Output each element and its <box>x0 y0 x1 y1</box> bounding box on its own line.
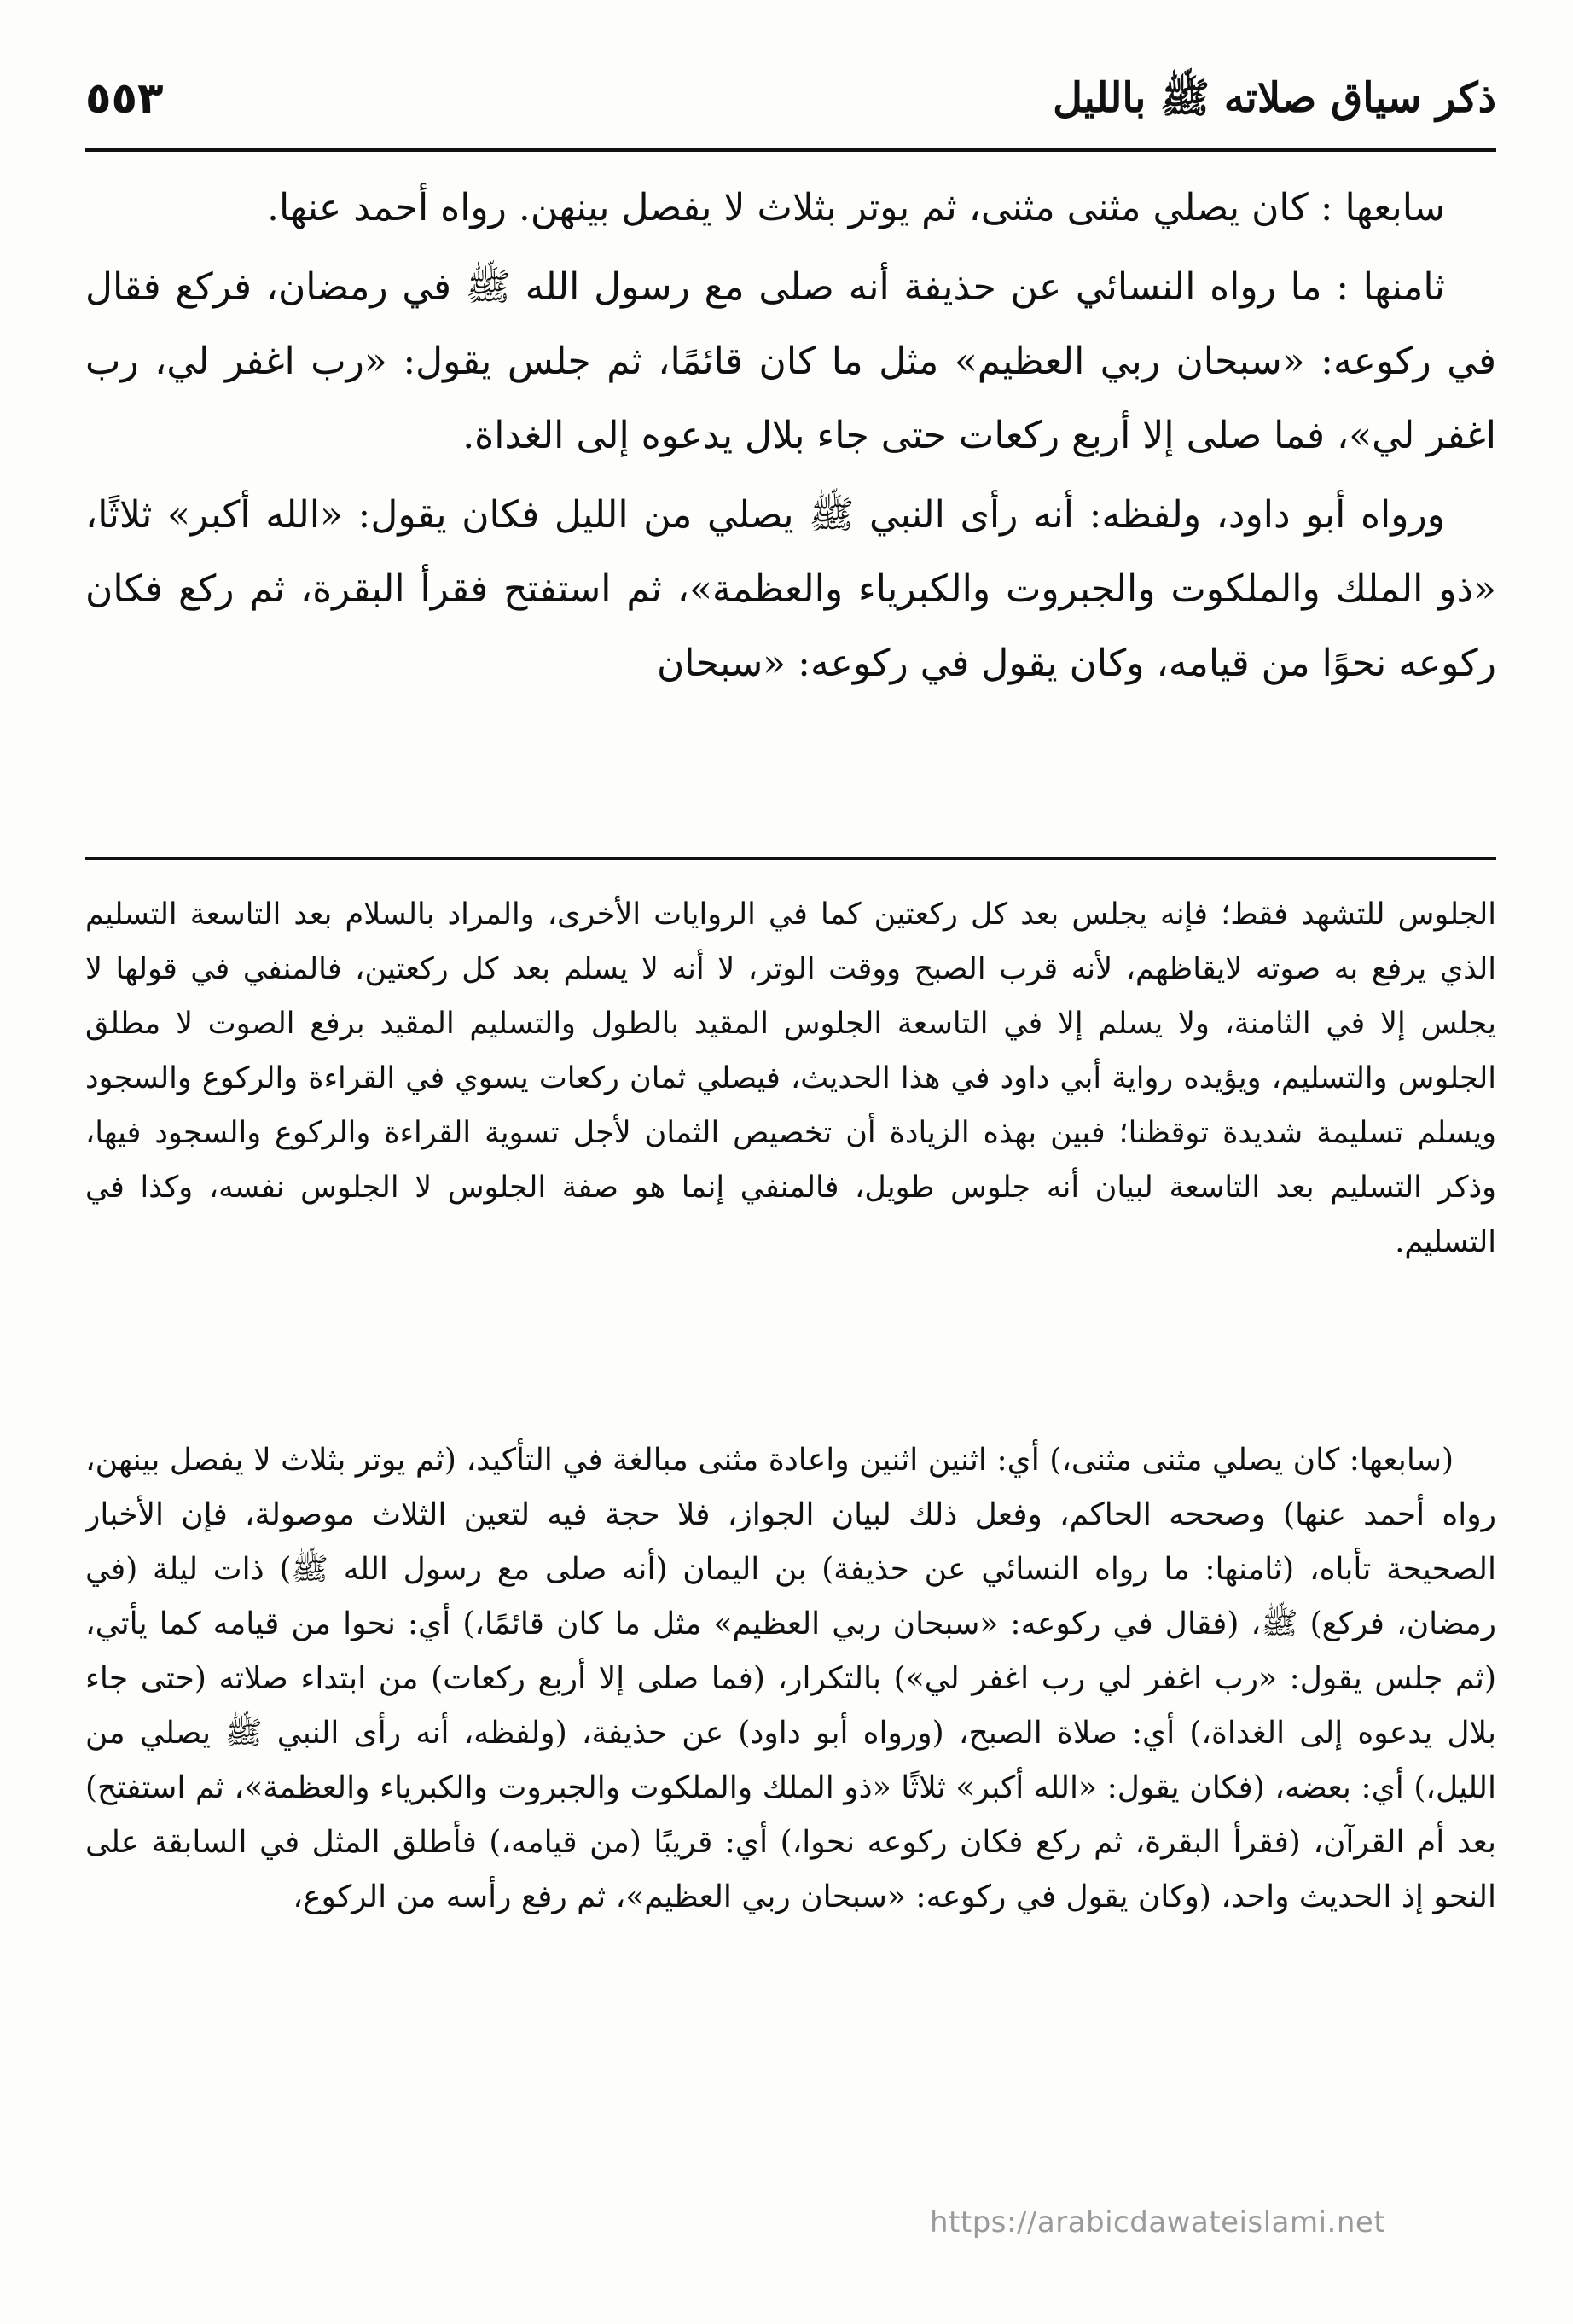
main-paragraph: ورواه أبو داود، ولفظه: أنه رأى النبي ﷺ يصلي من الليل فكان يقول: «الله أكبر» ثلاثًا، «ذو الملك والملكوت والجبروت والكبرياء والعظمة»، ثم استفتح فقرأ البقرة، ثم ركع فكان ركوعه نحوًا من قيامه، وكان يقول في ركوعه: «سبحان <box>85 493 1496 685</box>
main-paragraph: سابعها : كان يصلي مثنى مثنى، ثم يوتر بثلاث لا يفصل بينهن. رواه أحمد عنها. <box>267 186 1445 229</box>
footnote-text: الجلوس للتشهد فقط؛ فإنه يجلس بعد كل ركعتين كما في الروايات الأخرى، والمراد بالسلام بعد التاسعة التسليم الذي يرفع به صوته لايقاظهم، لأنه قرب الصبح ووقت الوتر، لا أنه لا يسلم بعد كل ركعتين، فالمنفي في قولها لا يجلس إلا في الثامنة، ولا يسلم إلا في التاسعة الجلوس المقيد بالطول والتسليم المقيد برفع الصوت لا مطلق الجلوس والتسليم، ويؤيده رواية أبي داود في هذا الحديث، فيصلي ثمان ركعات يسوي في القراءة والركوع والسجود ويسلم تسليمة شديدة توقظنا؛ فبين بهذه الزيادة أن تخصيص الثمان لأجل تسوية القراءة والركوع والسجود فيها، وذكر التسليم بعد التاسعة لبيان أنه جلوس طويل، فالمنفي إنما هو صفة الجلوس لا الجلوس نفسه، وكذا في التسليم. <box>85 898 1496 1259</box>
page-number: ٥٥٣ <box>85 73 164 123</box>
running-title: ذكر سياق صلاته ﷺ بالليل <box>1053 74 1496 122</box>
page-header <box>85 67 1496 152</box>
header-rule <box>85 148 1496 152</box>
main-paragraph: ثامنها : ما رواه النسائي عن حذيفة أنه صلى مع رسول الله ﷺ في رمضان، فركع فقال في ركوعه: «سبحان ربي العظيم» مثل ما كان قائمًا، ثم جلس يقول: «رب اغفر لي، رب اغفر لي»، فما صلى إلا أربع ركعات حتى جاء بلال يدعوه إلى الغداة. <box>85 265 1496 457</box>
commentary-text: (سابعها: كان يصلي مثنى مثنى،) أي: اثنين اثنين واعادة مثنى مبالغة في التأكيد، (ثم يوتر بثلاث لا يفصل بينهن، رواه أحمد عنها) وصححه الحاكم، وفعل ذلك لبيان الجواز، فلا حجة فيه لتعين الثلاث موصولة، فإن الأخبار الصحيحة تأباه، (ثامنها: ما رواه النسائي عن حذيفة) بن اليمان (أنه صلى مع رسول الله ﷺ) ذات ليلة (في رمضان، فركع) ﷺ، (فقال في ركوعه: «سبحان ربي العظيم» مثل ما كان قائمًا،) أي: نحوا من قيامه كما يأتي، (ثم جلس يقول: «رب اغفر لي رب اغفر لي») بالتكرار، (فما صلى إلا أربع ركعات) من ابتداء صلاته (حتى جاء بلال يدعوه إلى الغداة،) أي: صلاة الصبح، (ورواه أبو داود) عن حذيفة، (ولفظه، أنه رأى النبي ﷺ يصلي من الليل،) أي: بعضه، (فكان يقول: «الله أكبر» ثلاثًا «ذو الملك والملكوت والجبروت والكبرياء والعظمة»، ثم استفتح) بعد أم القرآن، (فقرأ البقرة، ثم ركع فكان ركوعه نحوا،) أي: قريبًا (من قيامه،) فأطلق المثل في السابقة على النحو إذ الحديث واحد، (وكان يقول في ركوعه: «سبحان ربي العظيم»، ثم رفع رأسه من الركوع، <box>85 1443 1496 1914</box>
commentary <box>85 1433 1496 2184</box>
main-text <box>85 171 1496 828</box>
watermark: https://arabicdawateislami.net <box>930 2205 1386 2240</box>
footnote-divider <box>85 857 1496 860</box>
footnote <box>85 887 1496 1399</box>
